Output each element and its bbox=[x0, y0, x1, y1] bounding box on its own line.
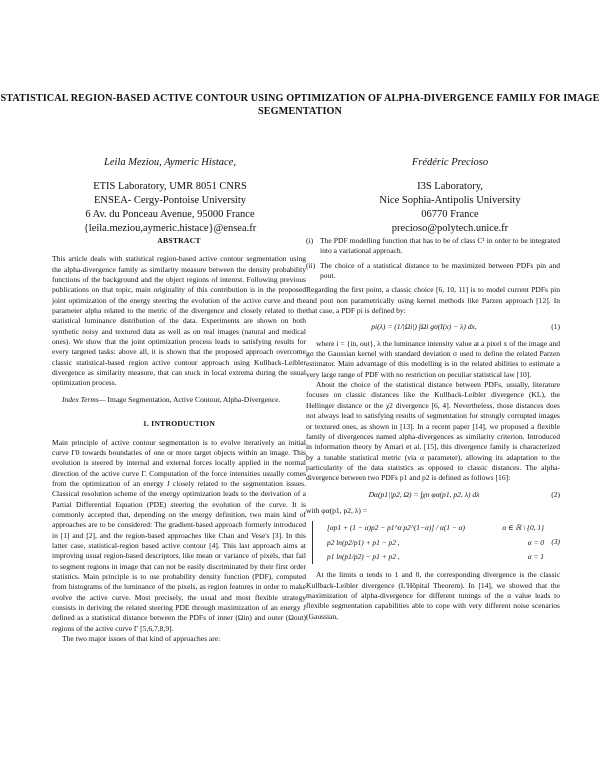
intro-paragraph: The two major issues of that kind of approaches are: bbox=[62, 634, 221, 644]
list-text: The PDF modelling function that has to be of class C¹ in order to be integrated into a variational approach. bbox=[320, 236, 560, 256]
author-names-right: Frédéric Precioso bbox=[411, 157, 489, 168]
left-column bbox=[52, 236, 306, 644]
case-cond: α = 0 bbox=[527, 537, 544, 547]
affiliation-line: 6 Av. du Ponceau Avenue, 95000 France bbox=[85, 208, 255, 220]
affiliation-line: ETIS Laboratory, UMR 8051 CNRS bbox=[93, 180, 247, 192]
equation-case bbox=[312, 521, 560, 535]
equation-2 bbox=[306, 490, 560, 500]
abstract-text: This article deals with statistical region-based active contour segmentation using the alpha-divergence family as similarity measure between the density probability functions of the background and the object regions of interest. Following previous publications on that topic, main originality of this contribution is in the proposed joint optimization of the energy steering the evolution of the active curve and the parameter alpha related to the metric of the divergence and closely related to the statistical luminance distribution of the data. Experiments are shown on both synthetic noisy and textured data as well as on real images (natural and medical ones). We show that the joint optimization process leads to satisfying results for every targeted tasks: above all, it is shown that the proposed approach overcome classic statistical-based region active contour approach using Kullback-Leibler divergence as similarity measure, that can stuck in local extrema during the usual optimization process. bbox=[52, 254, 306, 388]
body-paragraph: At the limits α tends to 1 and 0, the corresponding divergence is the classic Kullback-Leibler divergence (L'Hôpital Theorem). In [14], we showed that the maximization of alpha-divergence for different tunings of the α value leads to flexible segmentation capabilities able to cope with very different noise scenarios (Gaussian, bbox=[306, 570, 560, 621]
equation-3 bbox=[306, 521, 560, 564]
equation-body: Dα(p1||p2, Ω) = ∫χn φα(p1, p2, λ) dλ bbox=[368, 489, 480, 499]
authors-right bbox=[320, 156, 580, 236]
author-names-left: Leila Meziou, Aymeric Histace, bbox=[104, 157, 236, 168]
intro-paragraph: Main principle of active contour segmentation is to evolve iteratively an initial curve Γ0 towards boundaries of one or more target objects within an image. This evolution is steered by internal and external forces locally applied in the normal direction of the active curve Γ. Computation of the force intensities usually comes from the optimization of an energy J closely related to the segmentation issues. Classical resolution scheme of the energy optimization leads to the derivation of a Partial Differential Equation (PDE) steering the evolution of the curve. It is commonly accepted that, depending on the energy definition, two main kind of approaches are to be considered: The gradient-based approach formerly introduced in [1] and [2], and the region-based approaches like Chan and Vese's [3]. In this latter case, statistical-region based active contour [4]. This last approach aims at improving usual region-based descriptors, like mean or variance of pixels, that fail to segment regions in image that can not be easily discriminated by their first order statistics. Main principle is to use probability density function (PDF), computed from histograms of the luminance of the pixels, as region features in order to make evolve the active curve. Most precisely, the usual and most flexible strategy consists in deriving the related steering PDE through maximization of an energy J defined as a statistical distance between the PDFs of inner (Ωin) and outer (Ωout) regions of the active curve Γ [5,6,7,8,9]. bbox=[52, 437, 306, 633]
equation-body: pi(λ) = (1/|Ωi|) ∫Ωi gσ(I(x) − λ) dx, bbox=[371, 322, 477, 332]
index-terms bbox=[52, 395, 306, 405]
with-line: with φα(p1, p2, λ) = bbox=[306, 505, 368, 515]
body-paragraph: About the choice of the statistical distance between PDFs, usually, literature focuses on classic distances like the Kullback-Leibler divergence (KL), the Hellinger distance or the χ2 divergence [6, 4]. Nevertheless, those distances does not always lead to satisfying results of segmentation for strongly corrupted images or textured ones, as shown in [13]. In a recent paper [14], we proposed a flexible family of divergences named alpha-divergences as similarity criterion. Introduced in information theory by Amari et al. [15], this divergence family is characterized by a tunable statistical metric (via α parameter), allowing its adaptation to the particularity of the data statistics as opposed to classic distances. The alpha-divergence between two PDFs p1 and p2 is defined as follows [16]: bbox=[306, 380, 560, 483]
equation-number: (1) bbox=[551, 322, 560, 332]
introduction-heading: 1. INTRODUCTION bbox=[142, 419, 216, 429]
abstract-heading: ABSTRACT bbox=[157, 236, 201, 245]
authors-left bbox=[40, 156, 300, 236]
body-paragraph: where i = {in, out}, λ the luminance intensity value at a pixel x of the image and gσ the Gaussian kernel with standard deviation σ used to define the related Parzen estimator. Main advantage of this modelling is in the related abilities to estimate a very large range of PDF with no restriction on peculiar statistical law [10]. bbox=[306, 338, 560, 379]
paper-title: STATISTICAL REGION-BASED ACTIVE CONTOUR USING OPTIMIZATION OF ALPHA-DIVERGENCE FAMILY FOR IMAGE SEGMENTATION bbox=[0, 93, 600, 117]
list-text: The choice of a statistical distance to be maximized between PDFs pin and pout. bbox=[320, 260, 560, 281]
affiliation-line: Nice Sophia-Antipolis University bbox=[379, 194, 521, 206]
equation-case bbox=[312, 536, 560, 550]
right-column bbox=[306, 236, 560, 622]
case-cond: α ∈ ℝ \ {0, 1} bbox=[502, 523, 544, 533]
affiliation-line: ENSEA- Cergy-Pontoise University bbox=[93, 194, 247, 206]
equation-number: (3) bbox=[551, 537, 560, 547]
list-item bbox=[306, 236, 560, 257]
list-item bbox=[306, 261, 560, 282]
case-cond: α = 1 bbox=[527, 551, 544, 561]
list-label: (ii) bbox=[306, 260, 316, 270]
list-label: (i) bbox=[306, 236, 314, 245]
case-expr: [αp1 + (1 − α)p2 − p1^α p2^(1−α)] / α(1 − α) bbox=[327, 523, 465, 533]
case-expr: p2 ln(p2/p1) + p1 − p2 , bbox=[327, 537, 400, 547]
author-email: precioso@polytech.unice.fr bbox=[391, 222, 509, 234]
affiliation-line: 06770 France bbox=[421, 208, 479, 220]
body-paragraph: Regarding the first point, a classic choice [6, 10, 11] is to model current PDFs pin and pout non parametrically using kernel methods like Parzen approach [12]. In that case, a PDF pi is defined by: bbox=[306, 285, 560, 316]
equation-1 bbox=[306, 322, 560, 332]
case-expr: p1 ln(p1/p2) − p1 + p2 , bbox=[327, 551, 400, 561]
equation-case bbox=[312, 550, 560, 564]
index-terms-text: Image Segmentation, Active Contour, Alpha-Divergence. bbox=[105, 394, 281, 404]
index-terms-label: Index Terms— bbox=[62, 394, 106, 404]
equation-number: (2) bbox=[551, 489, 560, 499]
author-email: {leila.meziou,aymeric.histace}@ensea.fr bbox=[83, 222, 257, 234]
affiliation-line: I3S Laboratory, bbox=[417, 180, 483, 192]
